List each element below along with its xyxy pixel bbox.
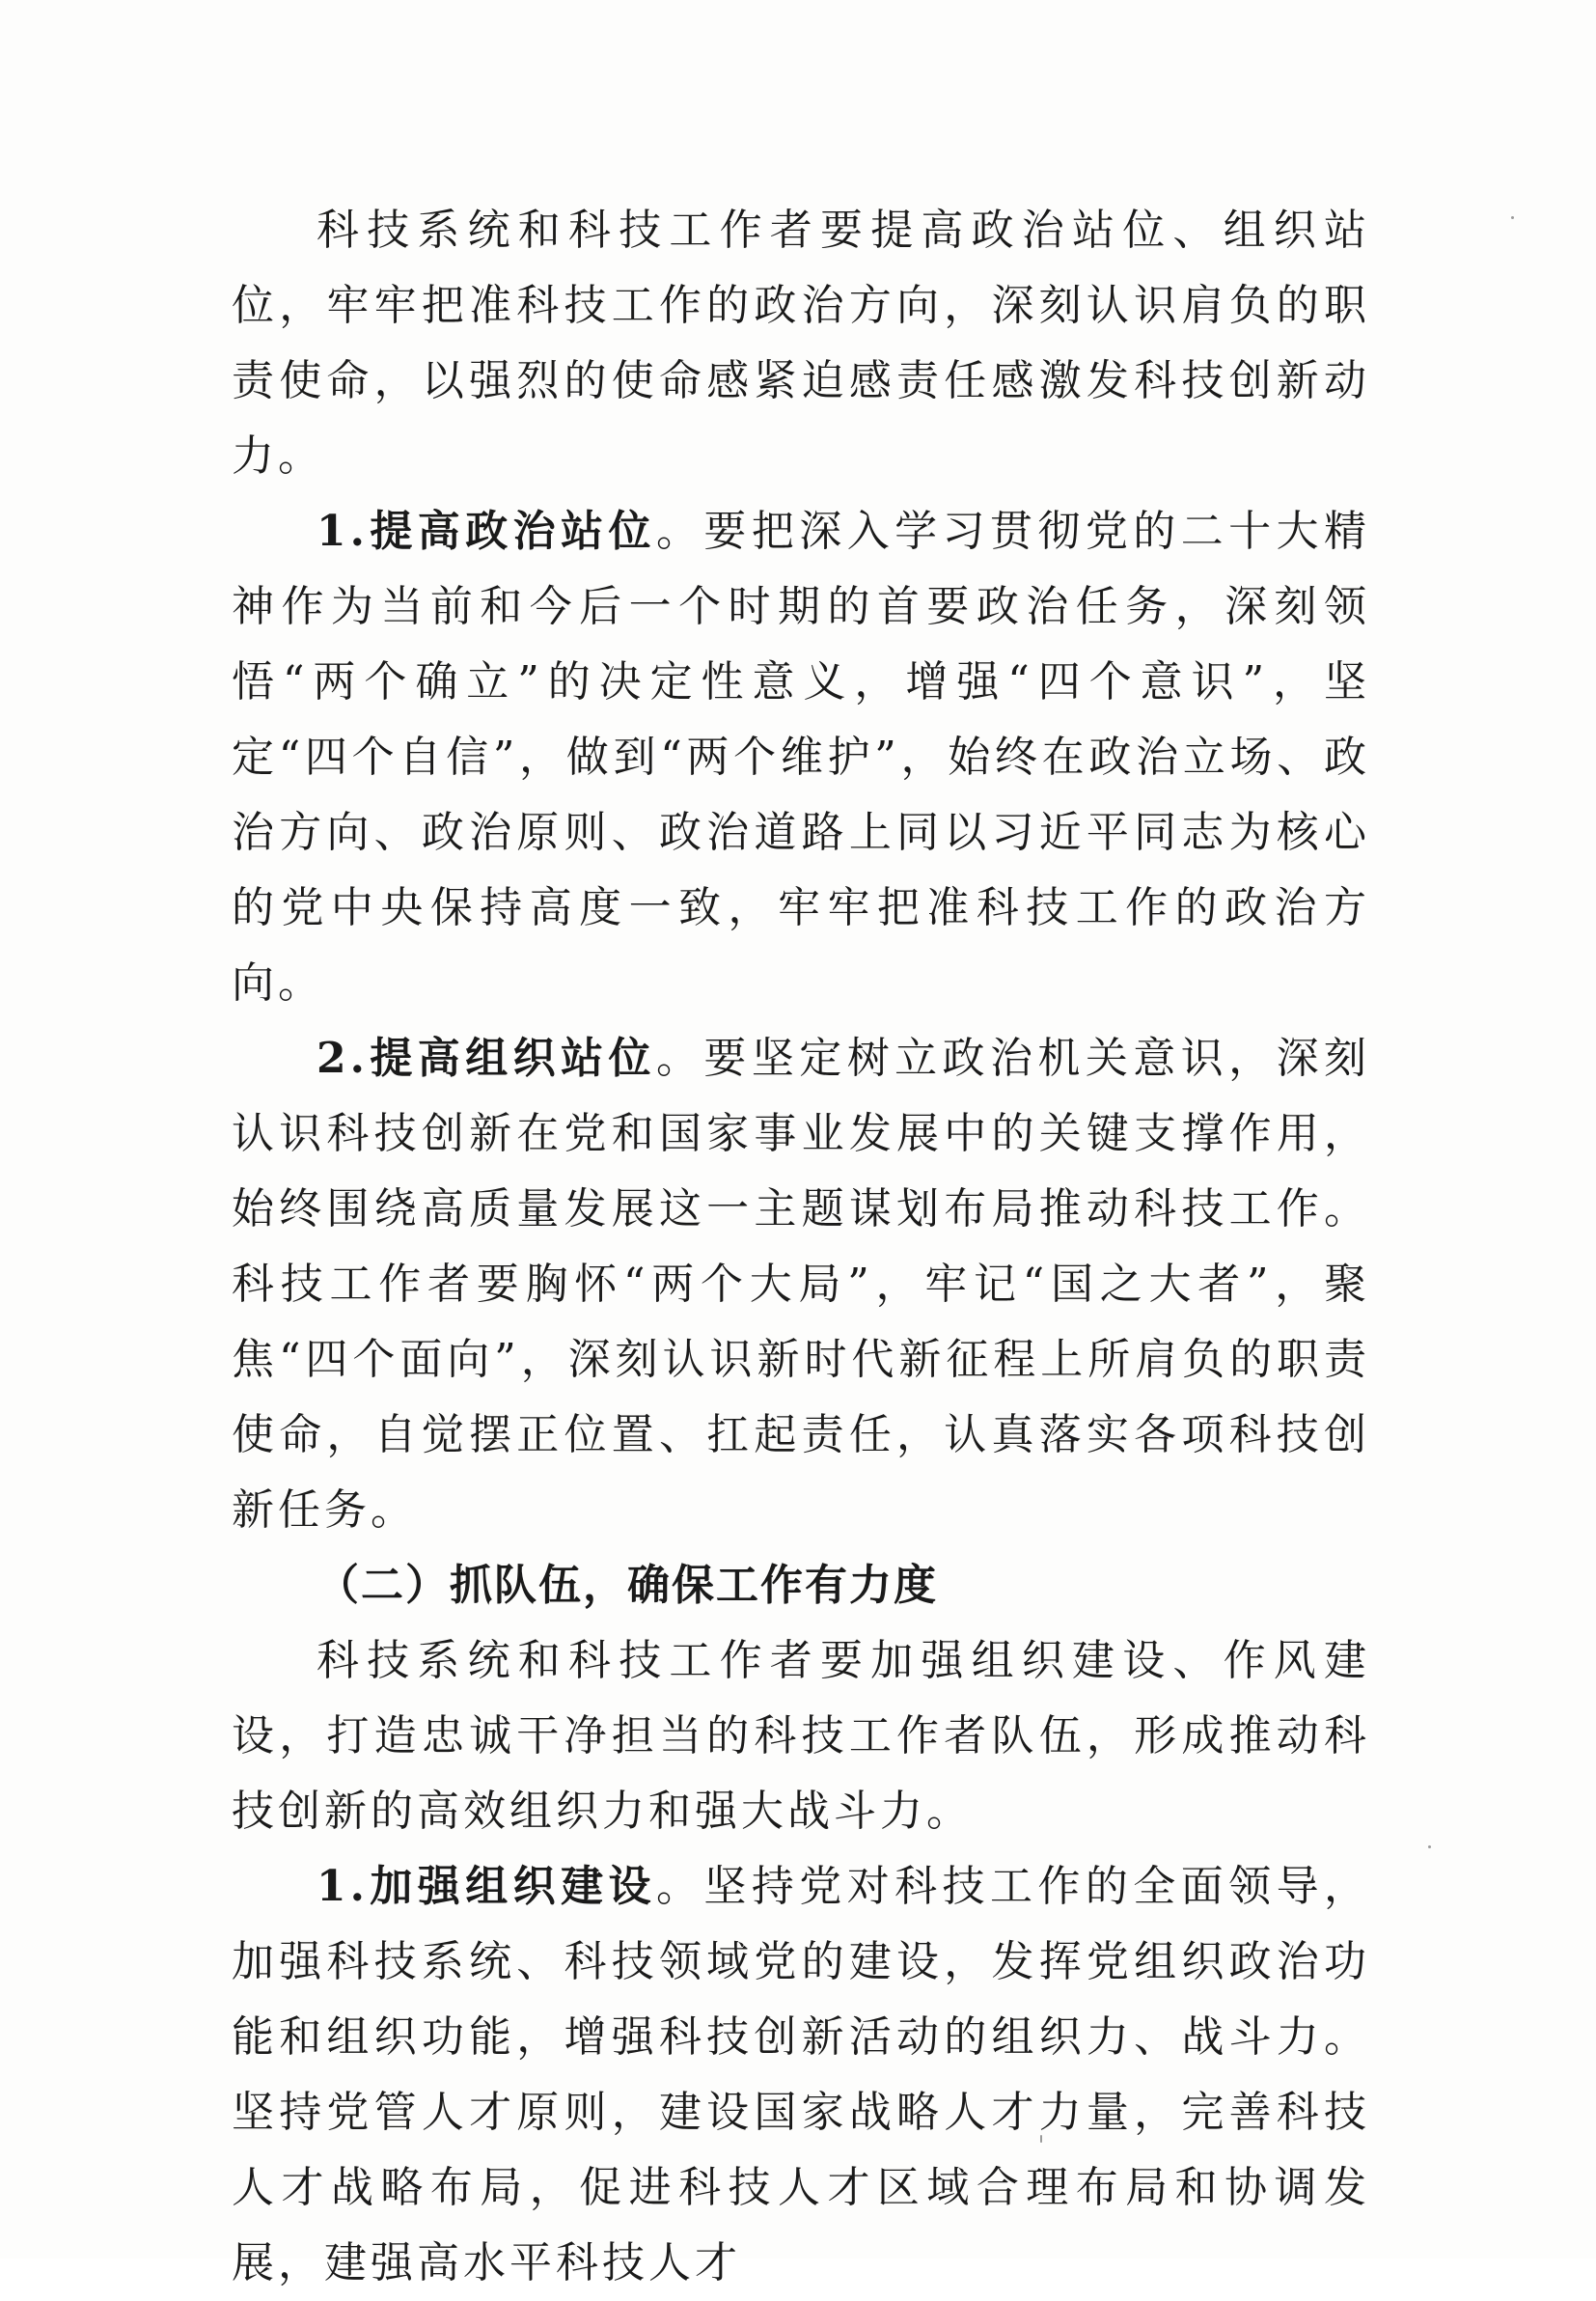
paragraph-text: 。要坚定树立政治机关意识，深刻认识科技创新在党和国家事业发展中的关键支撑作用，始终围绕高质量发展这一主题谋划布局推动科技工作。科技工作者要胸怀“两个大局”，牢记“国之大者”，聚焦“四个面向”，深刻认识新时代新征程上所肩负的职责使命，自觉摆正位置、扛起责任，认真落实各项科技创新任务。 (232, 1034, 1371, 1535)
paragraph-intro-2: 科技系统和科技工作者要加强组织建设、作风建设，打造忠诚干净担当的科技工作者队伍，形成推动科技创新的高效组织力和强大战斗力。 (232, 1636, 1370, 1836)
document-body (232, 193, 1370, 2301)
paragraph-intro-1: 科技系统和科技工作者要提高政治站位、组织站位，牢牢把准科技工作的政治方向，深刻认识肩负的职责使命，以强烈的使命感紧迫感责任感激发科技创新动力。 (232, 206, 1370, 481)
scan-speck (1511, 216, 1514, 219)
paragraph-text: 。要把深入学习贯彻党的二十大精神作为当前和今后一个时期的首要政治任务，深刻领悟“两个确立”的决定性意义，增强“四个意识”，坚定“四个自信”，做到“两个维护”，始终在政治立场、政治方向、政治原则、政治道路上同以习近平同志为核心的党中央保持高度一致，牢牢把准科技工作的政治方向。 (232, 507, 1371, 1008)
paragraph-lead: 1.提高政治站位 (316, 507, 656, 556)
paragraph-organizational-standing (232, 1021, 1370, 1548)
paragraph-text: 。坚持党对科技工作的全面领导，加强科技系统、科技领域党的建设，发挥党组织政治功能和组织功能，增强科技创新活动的组织力、战斗力。坚持党管人才原则，建设国家战略人才力量，完善科技人才战略布局，促进科技人才区域合理布局和协调发展，建强高水平科技人才 (232, 1862, 1371, 2287)
paragraph-lead: 1.加强组织建设 (316, 1862, 656, 1911)
paragraph-organization-building (232, 1849, 1370, 2301)
paragraph-political-standing (232, 494, 1370, 1021)
scan-speck (1428, 1845, 1431, 1848)
section-heading: （二）抓队伍，确保工作有力度 (316, 1561, 938, 1610)
paragraph-lead: 2.提高组织站位 (316, 1034, 656, 1083)
